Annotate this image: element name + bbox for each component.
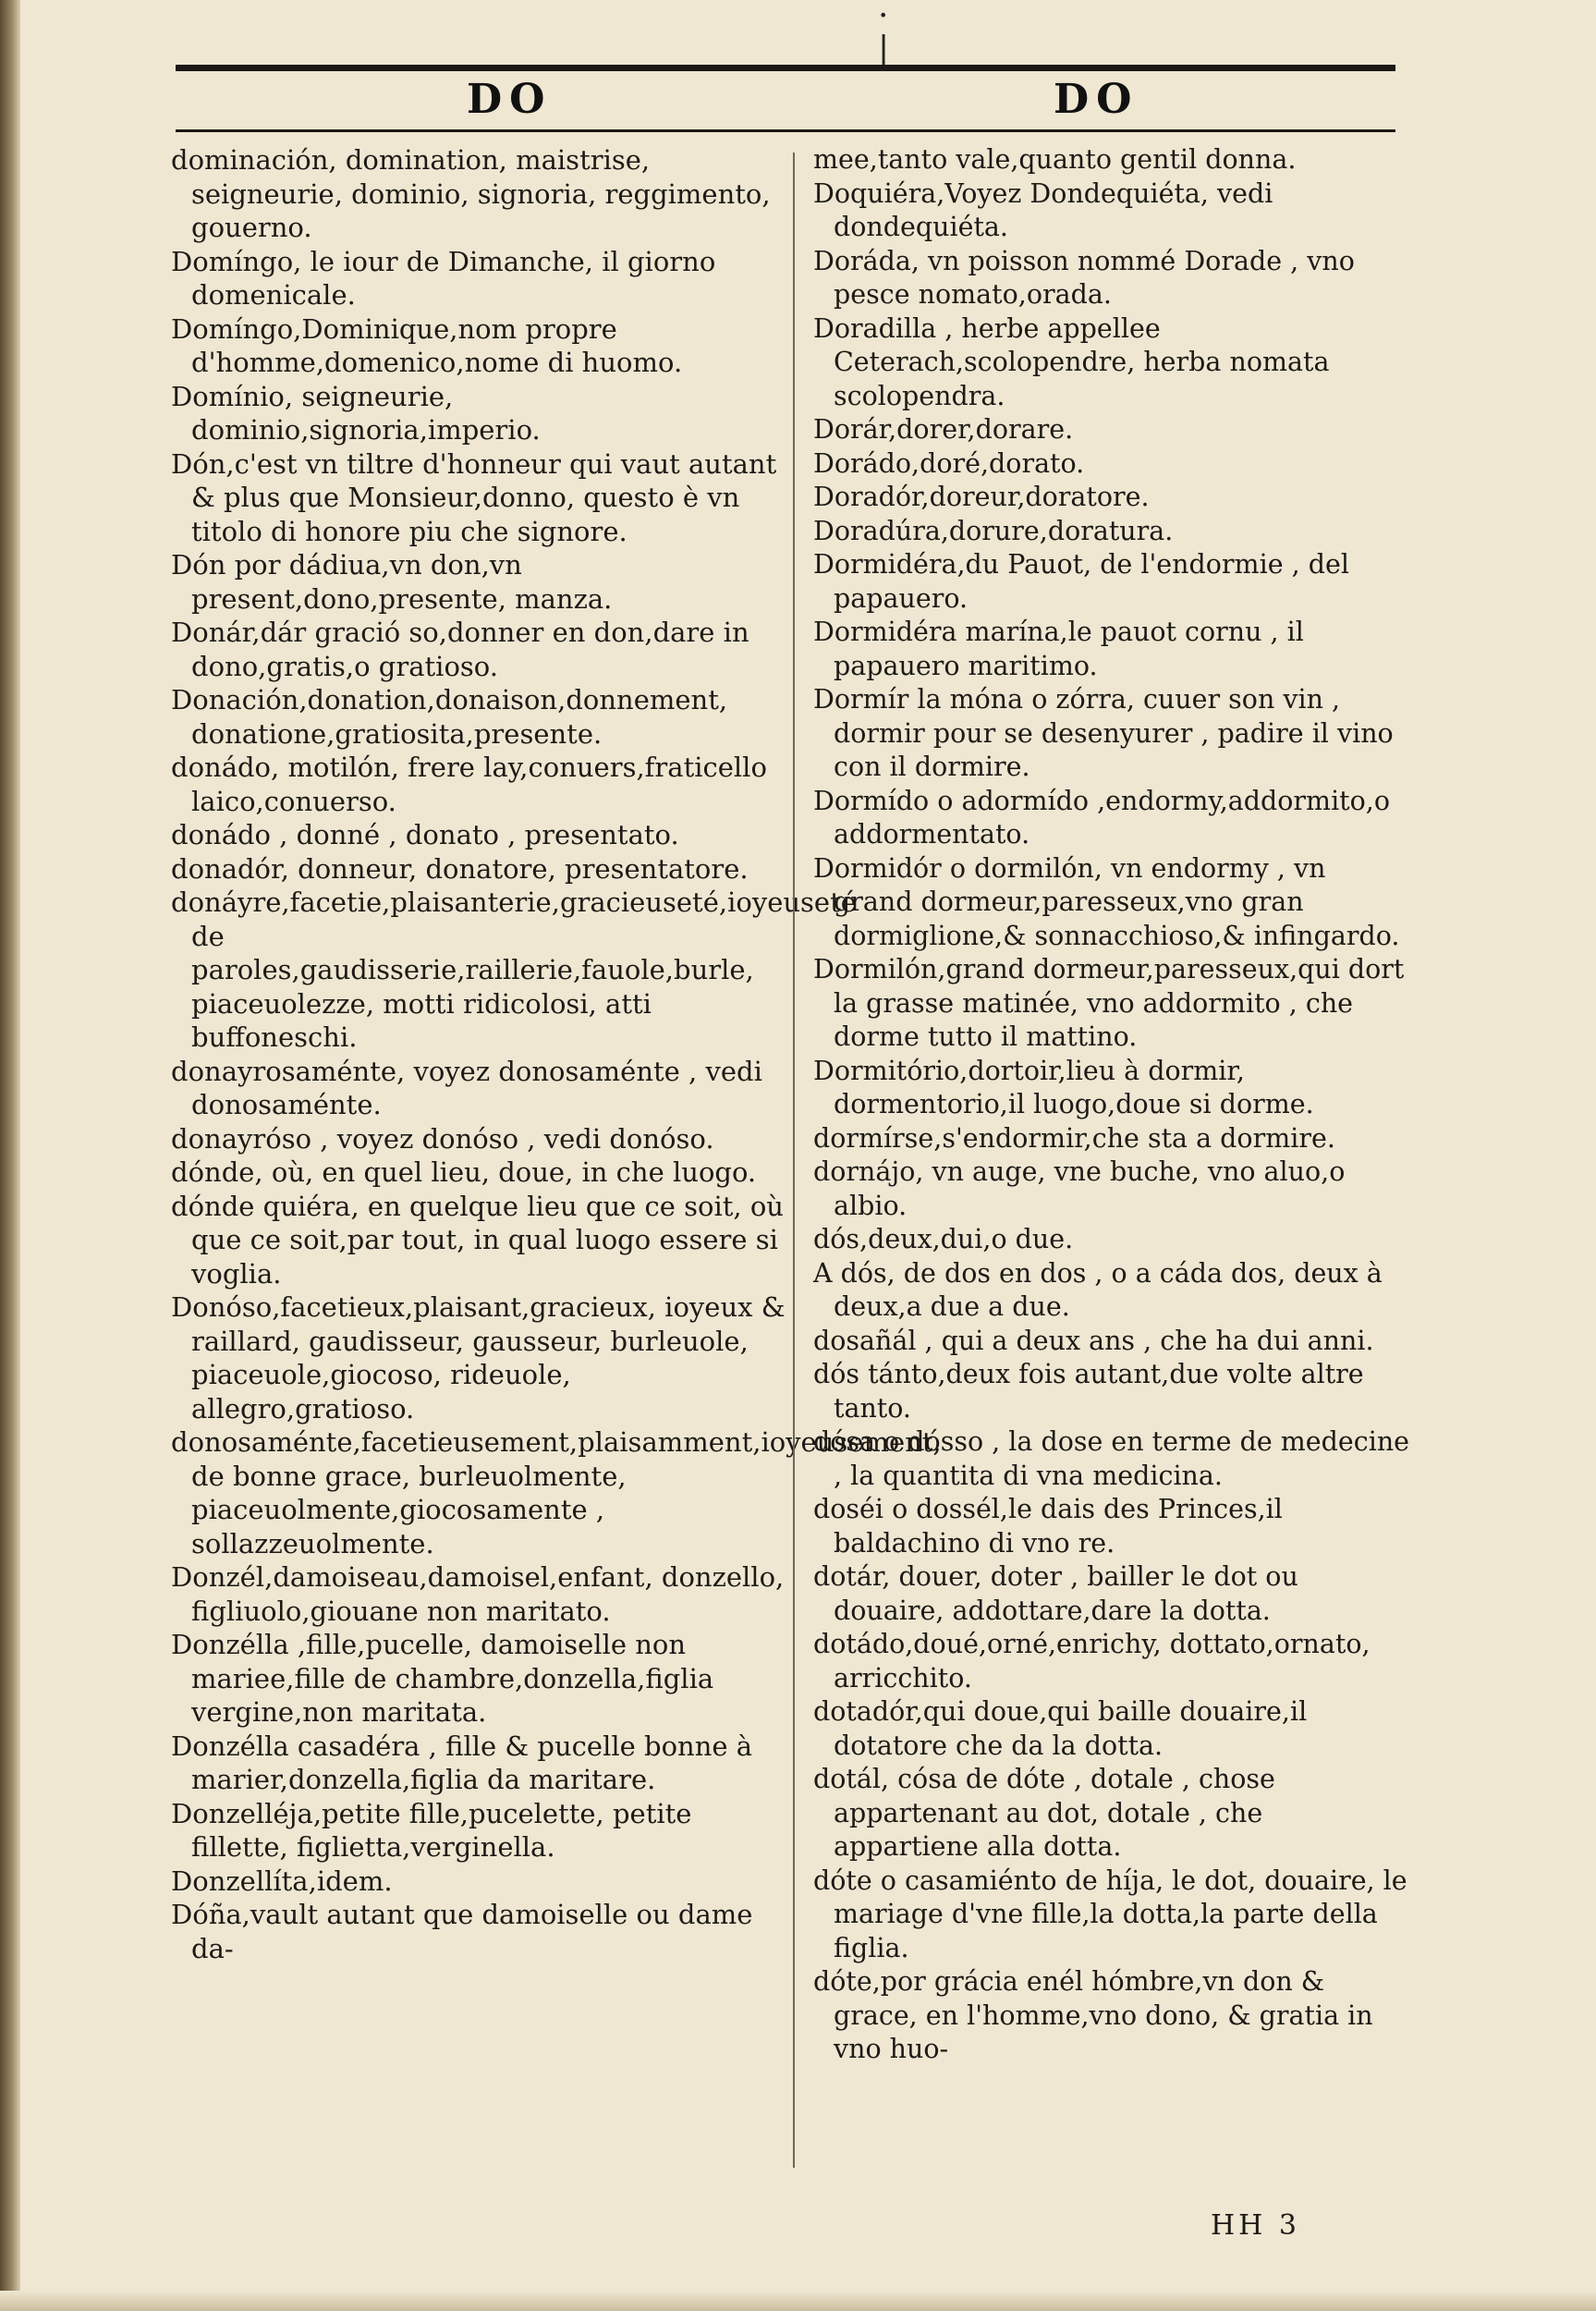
dictionary-entry: dós,deux,dui,o due. [813,1224,1074,1254]
dictionary-entry: dornájo, vn auge, vne buche, vno aluo,o albio. [813,1156,1346,1221]
dictionary-entry: Dormilón,grand dormeur,paresseux,qui dort la grasse matinée, vno addormito , che dorme tutto il mattino. [813,954,1405,1052]
dictionary-entry: dosañál , qui a deux ans , che ha dui anni. [813,1325,1374,1356]
top-rule [176,65,1395,71]
dictionary-entry: dotádo,doué,orné,enrichy, dottato,ornato, arricchito. [813,1629,1371,1694]
page-binding-edge [0,0,20,2311]
dictionary-entry: Domíngo,Dominique,nom propre d'homme,domenico,nome di huomo. [171,312,683,378]
dictionary-entry: Donzél,damoiseau,damoisel,enfant, donzello, figliuolo,giouane non maritato. [171,1561,785,1627]
dictionary-entry: dósa o dósso , la dose en terme de medecine , la quantita di vna medicina. [813,1426,1410,1491]
dictionary-entry: dormírse,s'endormir,che sta a dormire. [813,1122,1335,1154]
dictionary-entry: donadór, donneur, donatore, presentatore. [171,852,749,885]
dictionary-entry: Dormidéra,du Pauot, de l'endormie , del papauero. [813,549,1349,614]
dictionary-entry: Donzélla ,fille,pucelle, damoiselle non mariee,fille de chambre,donzella,figlia vergine,non maritata. [171,1629,714,1728]
page-bottom-edge [0,2291,1596,2311]
dictionary-entry: dotadór,qui doue,qui baille douaire,il dotatore che da la dotta. [813,1696,1308,1761]
dictionary-entry: dóte,por grácia enél hómbre,vn don & grace, en l'homme,vno dono, & gratia in vno huo- [813,1966,1373,2064]
dictionary-entry: Dorár,dorer,dorare. [813,414,1074,445]
dictionary-entry: Dormído o adormído ,endormy,addormito,o addormentato. [813,785,1391,850]
dictionary-entry: Dormitório,dortoir,lieu à dormir, dormentorio,il luogo,doue si dorme. [813,1055,1314,1119]
dictionary-entry: Doradilla , herbe appellee Ceterach,scolopendre, herba nomata scolopendra. [813,312,1330,411]
dictionary-entry: Donzélla casadéra , fille & pucelle bonne à marier,donzella,figlia da maritare. [171,1730,753,1795]
dictionary-entry: dotár, douer, doter , bailler le dot ou douaire, addottare,dare la dotta. [813,1561,1298,1626]
dictionary-entry: Donzelléja,petite fille,pucelette, petite fillette, figlietta,verginella. [171,1797,692,1863]
top-mark: · | [878,0,890,68]
dictionary-entry: Doradúra,dorure,doratura. [813,515,1174,546]
dictionary-entry: Domíngo, le iour de Dimanche, il giorno domenicale. [171,245,716,311]
dictionary-entry: dónde, où, en quel lieu, doue, in che luogo. [171,1156,757,1188]
dictionary-entry: dónde quiéra, en quelque lieu que ce soit, où que ce soit,par tout, in qual luogo essere si voglia. [171,1190,784,1290]
dictionary-entry: Donzellíta,idem. [171,1865,393,1897]
dictionary-entry: Dón,c'est vn tiltre d'honneur qui vaut autant & plus que Monsieur,donno, questo è vn titolo di honore piu che signore. [171,447,777,547]
dictionary-entry: A dós, de dos en dos , o a cáda dos, deux à deux,a due a due. [813,1257,1383,1322]
dictionary-entry: dóte o casamiénto de híja, le dot, douaire, le mariage d'vne fille,la dotta,la parte della figlia. [813,1865,1407,1963]
left-column [171,143,942,2191]
dictionary-entry: dotál, cósa de dóte , dotale , chose appartenant au dot, dotale , che appartiene alla dotta. [813,1764,1275,1862]
dictionary-entry: mee,tanto vale,quanto gentil donna. [813,144,1297,175]
dictionary-entry: Domínio, seigneurie, dominio,signoria,imperio. [171,380,541,446]
dictionary-entry: donáyre,facetie,plaisanterie,gracieuseté,ioyeuseté de paroles,gaudisserie,raillerie,fauole,burle, piaceuolezze, motti ridicolosi, atti buffoneschi. [171,886,857,1053]
left-running-head: DO [467,76,553,123]
dictionary-entry: Dormidéra marína,le pauot cornu , il papauero maritimo. [813,617,1304,681]
dictionary-entry: donádo, motilón, frere lay,conuers,fraticello laico,conuerso. [171,752,767,817]
dictionary-entry: Dón por dádiua,vn don,vn present,dono,presente, manza. [171,549,613,615]
right-column [813,143,1412,2191]
dictionary-entry: dós tánto,deux fois autant,due volte altre tanto. [813,1359,1364,1424]
dictionary-entry: Donár,dár gració so,donner en don,dare in dono,gratis,o gratioso. [171,617,749,682]
dictionary-entry: donosaménte,facetieusement,plaisamment,ioyeusement, de bonne grace, burleuolmente, piaceuolmente,giocosamente , sollazzeuolmente. [171,1426,942,1559]
dictionary-entry: Donóso,facetieux,plaisant,gracieux, ioyeux & raillard, gaudisseur, gausseur, burleuole, piaceuole,giocoso, rideuole, allegro,gratioso. [171,1291,786,1425]
right-running-head: DO [1054,76,1139,123]
dictionary-entry: Doquiéra,Voyez Dondequiéta, vedi dondequiéta. [813,177,1273,242]
dictionary-entry: Dormidór o dormilón, vn endormy , vn grand dormeur,paresseux,vno gran dormiglione,& sonnacchioso,& infingardo. [813,852,1400,951]
column-divider [793,153,795,2168]
dictionary-entry: doséi o dossél,le dais des Princes,il baldachino di vno re. [813,1494,1283,1559]
header-rule [176,129,1395,132]
dictionary-entry: Dormír la móna o zórra, cuuer son vin , dormir pour se desenyurer , padire il vino con il dormire. [813,684,1394,782]
dictionary-entry: Donación,donation,donaison,donnement, donatione,gratiosita,presente. [171,684,728,750]
dictionary-entry: donayrosaménte, voyez donosaménte , vedi donosaménte. [171,1055,762,1120]
dictionary-entry: donayróso , voyez donóso , vedi donóso. [171,1122,714,1155]
signature-mark: HH 3 [1211,2209,1300,2242]
dictionary-entry: dominación, domination, maistrise, seigneurie, dominio, signoria, reggimento, gouerno. [171,144,771,243]
dictionary-entry: Doradór,doreur,doratore. [813,482,1150,512]
dictionary-entry: Dorádo,doré,dorato. [813,447,1085,479]
dictionary-entry: Dóña,vault autant que damoiselle ou dame da- [171,1899,753,1964]
dictionary-entry: Doráda, vn poisson nommé Dorade , vno pesce nomato,orada. [813,245,1355,310]
dictionary-entry: donádo , donné , donato , presentato. [171,819,679,850]
